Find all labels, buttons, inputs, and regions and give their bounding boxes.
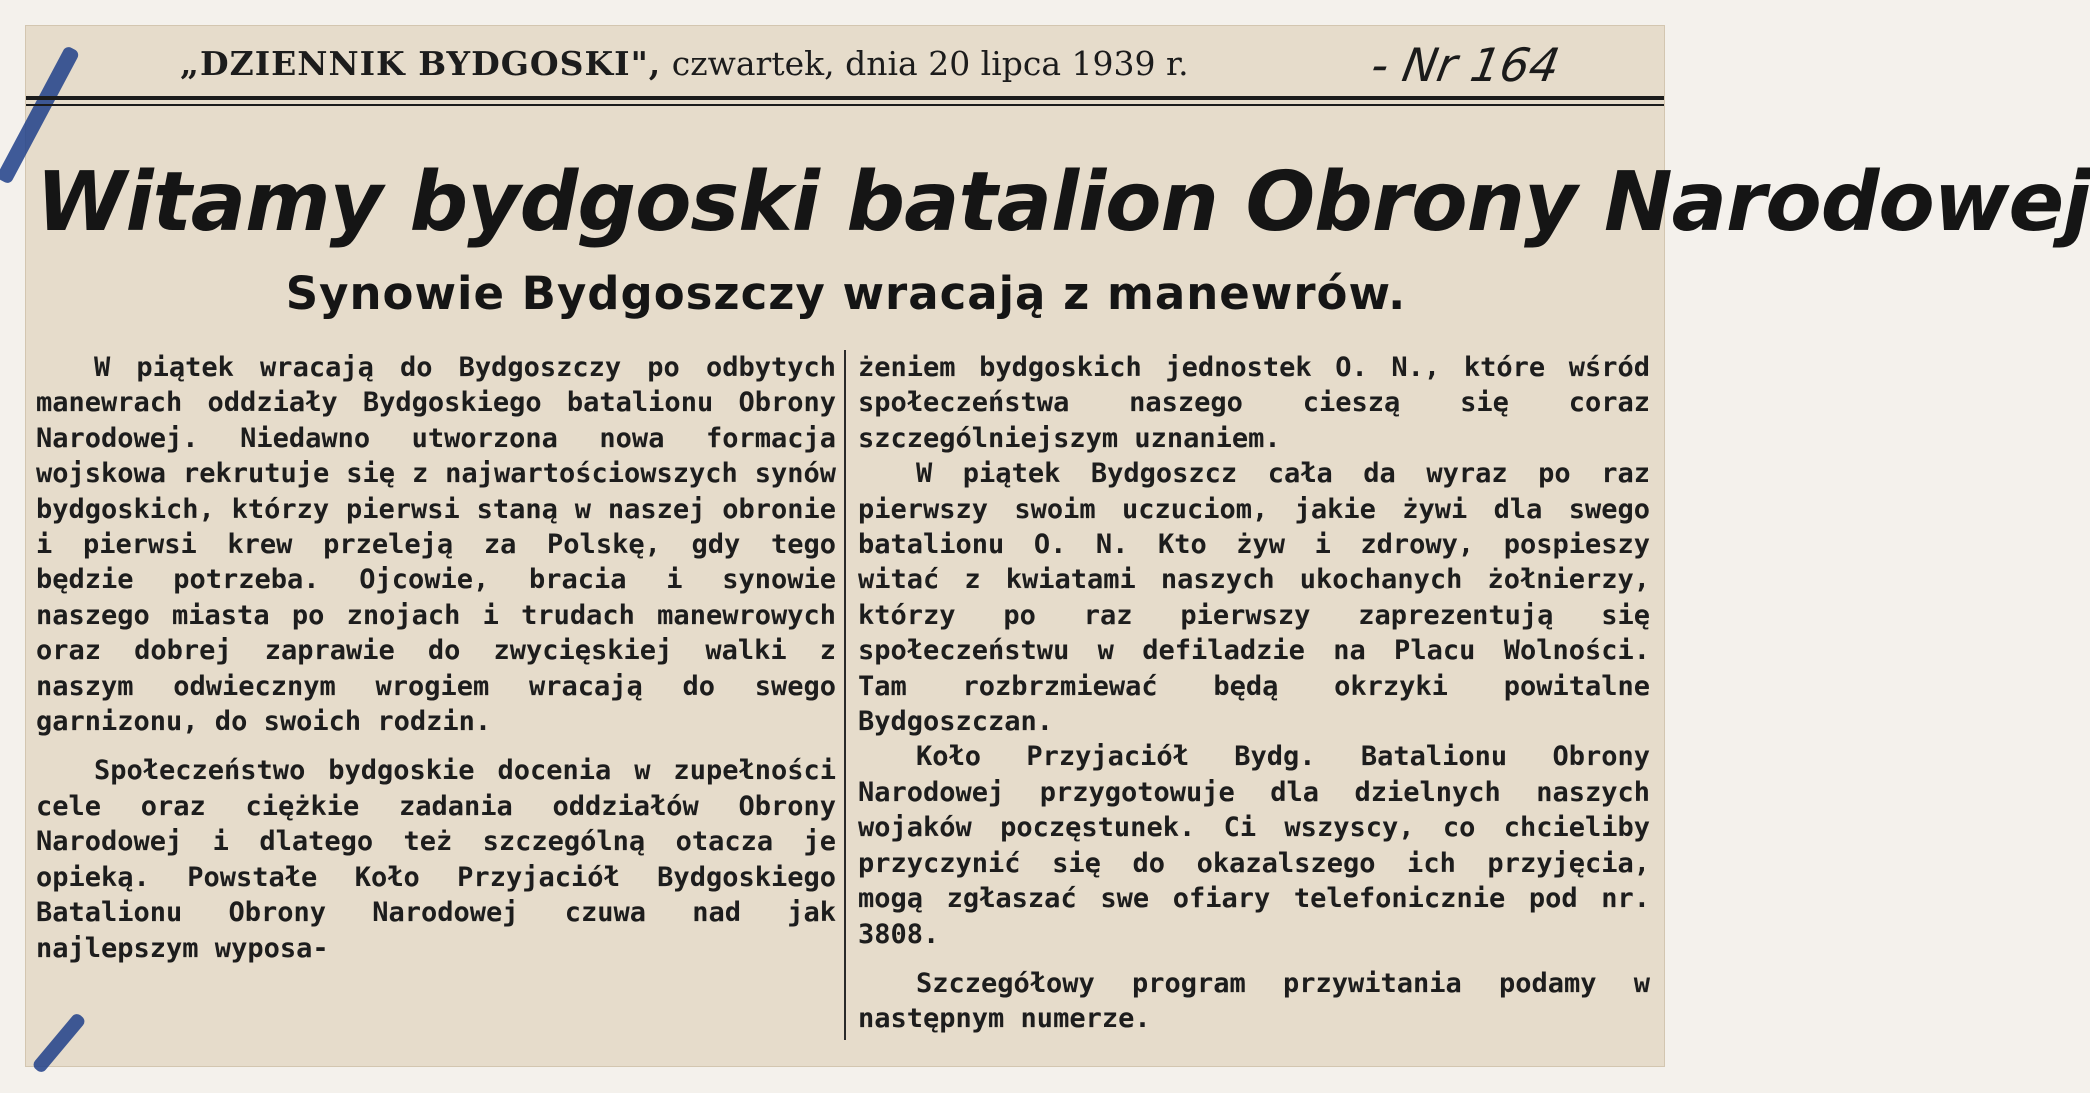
paragraph: Koło Przyjaciół Bydg. Batalionu Obrony Narodowej przygotowuje dla dzielnych naszych wojaków poczęstunek. Ci wszyscy, co chcieliby przyczynić się do okazalszego ich przyjęcia, mogą zgłaszać swe ofiary telefonicznie pod nr. 3808. bbox=[858, 741, 1650, 950]
issue-number-handwritten: - Nr 164 bbox=[1367, 38, 1564, 92]
masthead bbox=[180, 44, 1300, 94]
paragraph: W piątek Bydgoszcz cała da wyraz po raz pierwszy swoim uczuciom, jakie żywi dla swego batalionu O. N. Kto żyw i zdrowy, pospieszy witać z kwiatami naszych ukochanych żołnierzy, którzy po raz pierwszy zaprezentują się społeczeństwu w defiladzie na Placu Wolności. Tam rozbrzmiewać będą okrzyki powitalne Bydgoszczan. bbox=[858, 458, 1650, 738]
date-line: czwartek, dnia 20 lipca 1939 r. bbox=[671, 44, 1189, 83]
paragraph: żeniem bydgoskich jednostek O. N., które wśród społeczeństwa naszego cieszą się coraz szczególniejszym uznaniem. bbox=[858, 352, 1650, 454]
masthead-rule-top bbox=[26, 96, 1664, 100]
article-column-left bbox=[36, 350, 836, 966]
column-divider bbox=[844, 350, 846, 1040]
headline: Witamy bydgoski batalion Obrony Narodowej bbox=[36, 155, 2090, 250]
paragraph: Szczegółowy program przywitania podamy w następnym numerze. bbox=[858, 967, 1650, 1035]
masthead-rule-bottom bbox=[26, 104, 1664, 106]
paragraph: W piątek wracają do Bydgoszczy po odbytych manewrach oddziały Bydgoskiego batalionu Obrony Narodowej. Niedawno utworzona nowa formacja wojskowa rekrutuje się z najwartościowszych synów bydgoskich, którzy pierwsi staną w naszej obronie i pierwsi krew przeleją za Polskę, gdy tego będzie potrzeba. Ojcowie, bracia i synowie naszego miasta po znojach i trudach manewrowych oraz dobrej zaprawie do zwycięskiej walki z naszym odwiecznym wrogiem wracają do swego garnizonu, do swoich rodzin. bbox=[36, 352, 836, 738]
paragraph: Społeczeństwo bydgoskie docenia w zupełności cele oraz ciężkie zadania oddziałów Obrony Narodowej i dlatego też szczególną otacza je opieką. Powstałe Koło Przyjaciół Bydgoskiego Batalionu Obrony Narodowej czuwa nad jak najlepszym wyposa- bbox=[36, 755, 836, 964]
paper-name: „DZIENNIK BYDGOSKI", bbox=[180, 44, 662, 83]
subheadline: Synowie Bydgoszczy wracają z manewrów. bbox=[285, 267, 1407, 320]
article-column-right bbox=[858, 350, 1650, 1037]
